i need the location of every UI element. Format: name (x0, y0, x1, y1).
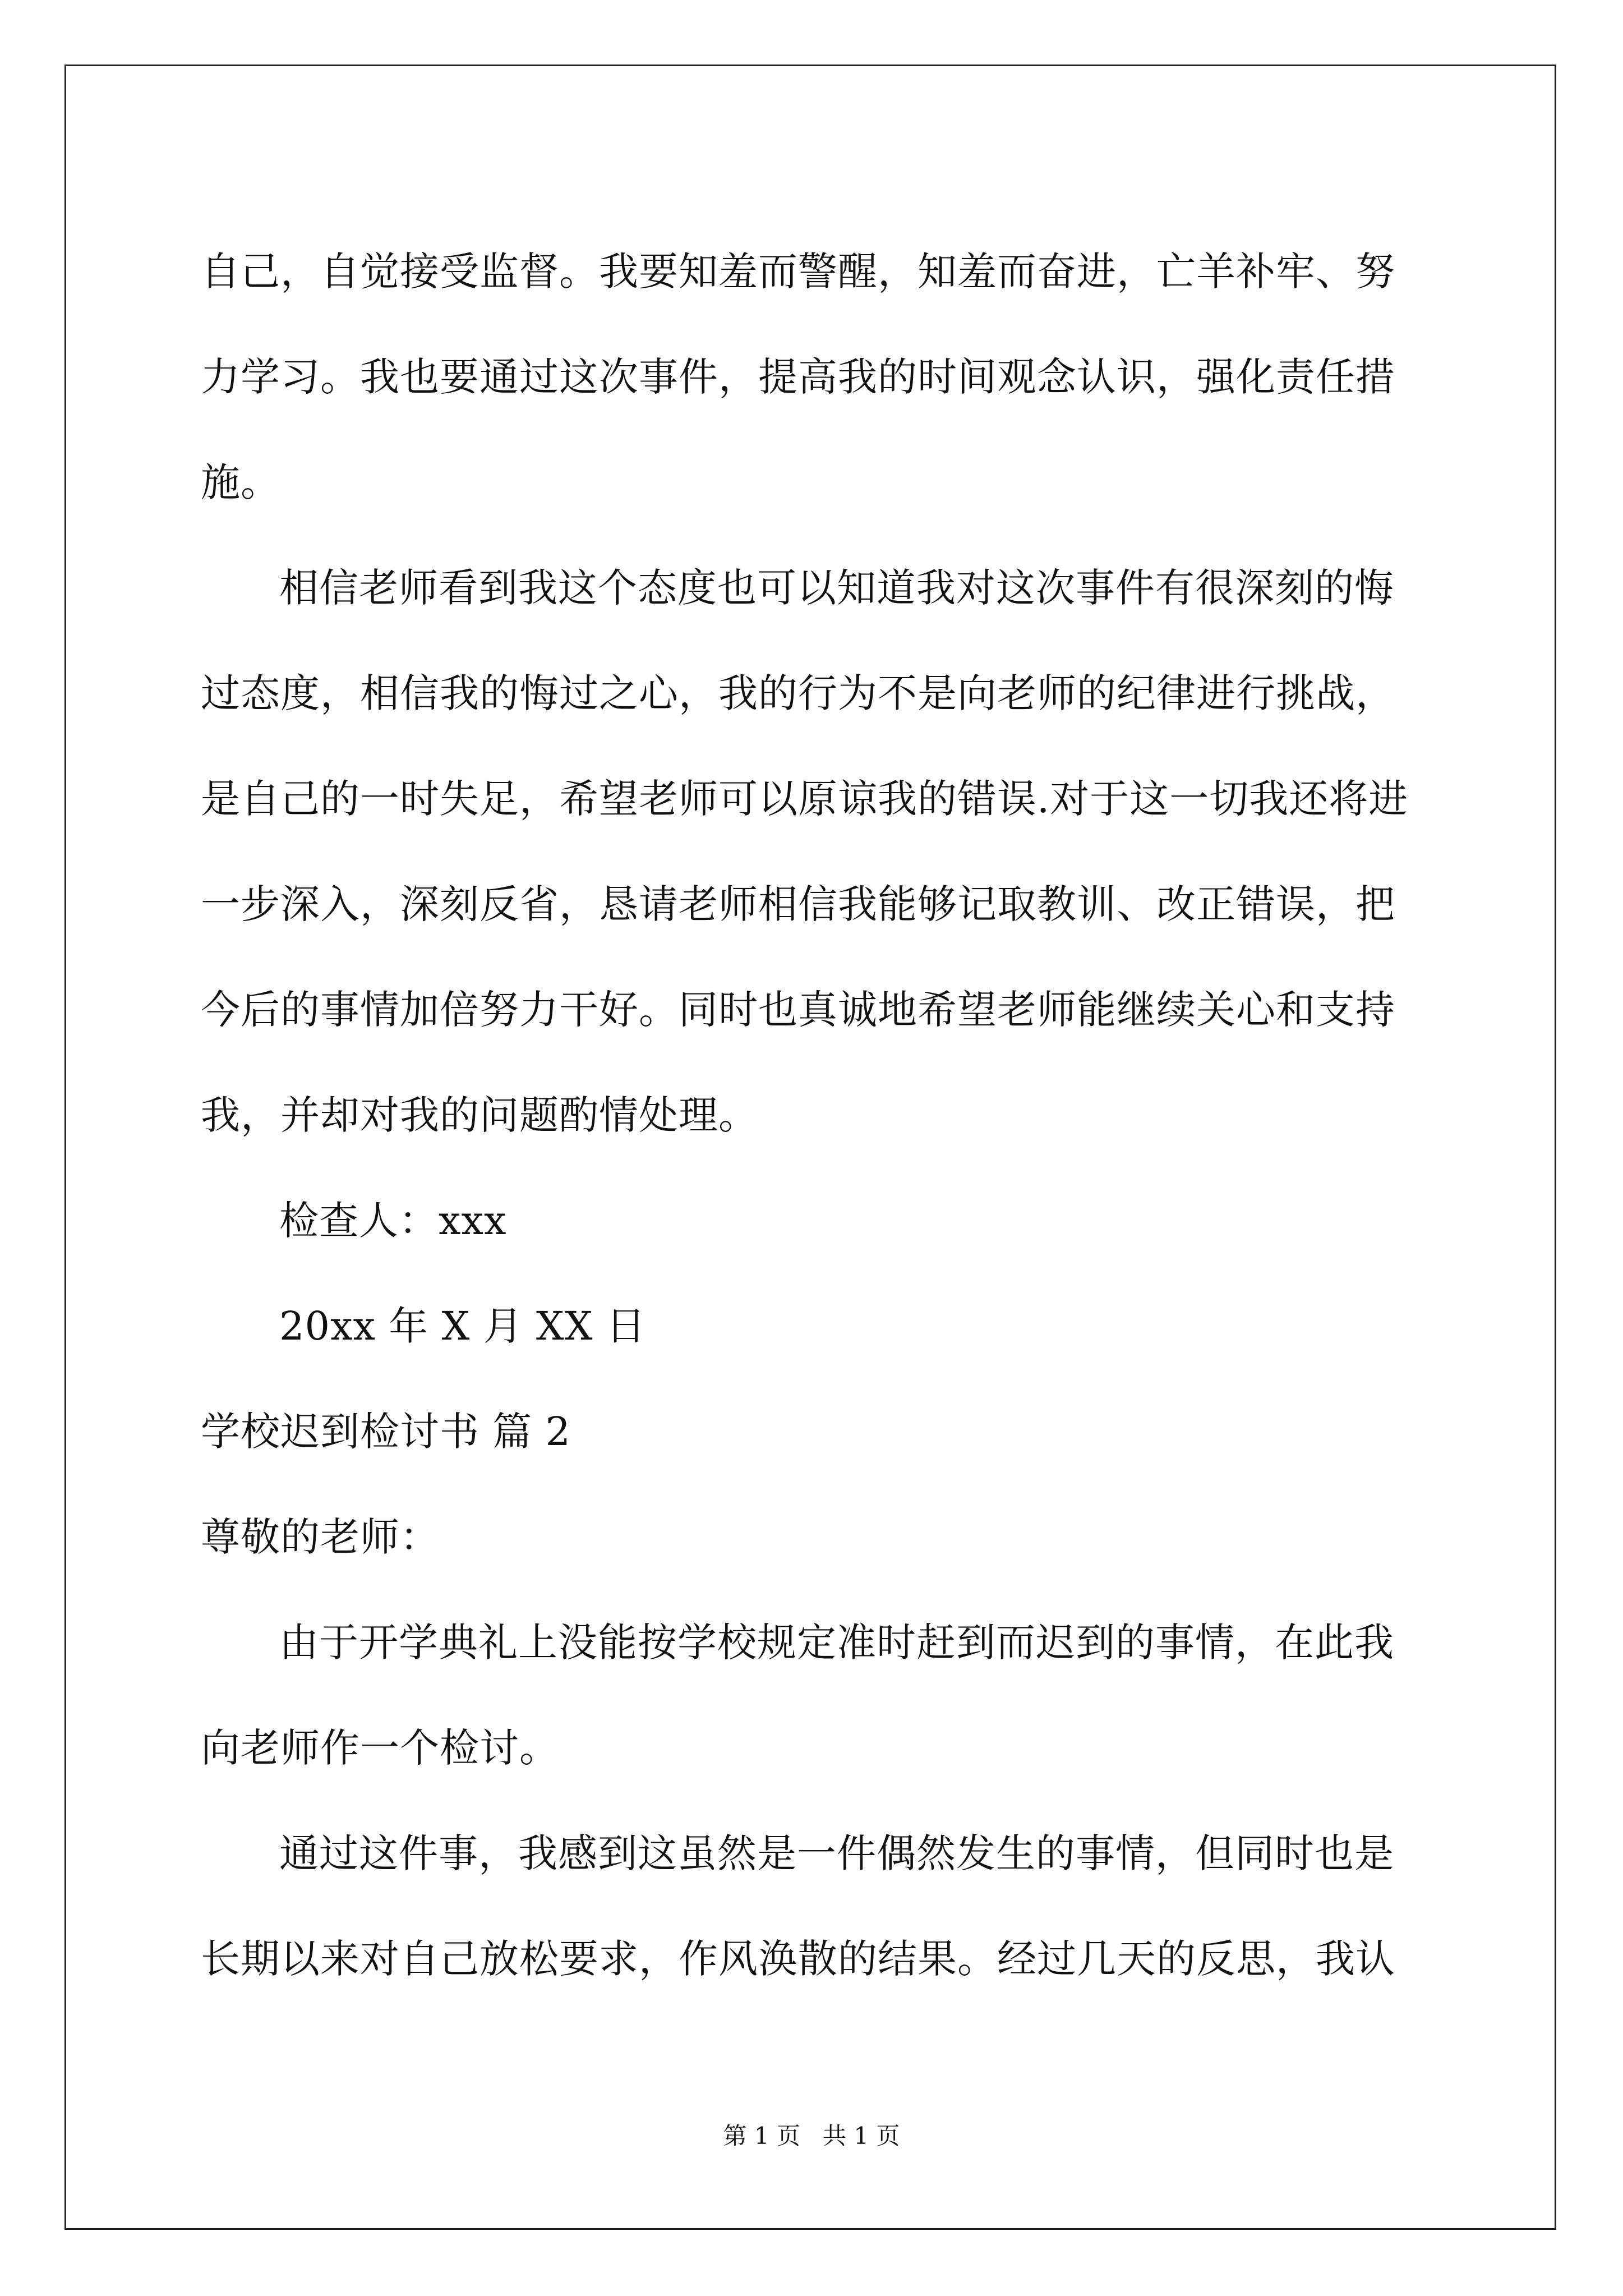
text-line: 通过这件事，我感到这虽然是一件偶然发生的事情，但同时也是 (279, 1830, 1394, 1876)
document-body (201, 219, 1435, 2012)
text-line: 长期以来对自己放松要求，作风涣散的结果。经过几天的反思，我认 (201, 1936, 1395, 1982)
text-line: 自己，自觉接受监督。我要知羞而警醒，知羞而奋进，亡羊补牢、努 (201, 249, 1395, 295)
text-line: 由于开学典礼上没能按学校规定准时赶到而迟到的事情，在此我 (279, 1619, 1394, 1665)
inspector-signature: 检查人：xxx (279, 1198, 507, 1244)
text-line: 向老师作一个检讨。 (201, 1725, 559, 1771)
text-line: 力学习。我也要通过这次事件，提高我的时间观念认识，强化责任措 (201, 354, 1395, 400)
text-line: 施。 (201, 459, 280, 505)
text-line: 我，并却对我的问题酌情处理。 (201, 1092, 758, 1138)
salutation: 尊敬的老师： (201, 1514, 440, 1560)
page-footer: 第 1 页 共 1 页 (723, 2122, 900, 2150)
text-line: 是自己的一时失足，希望老师可以原谅我的错误.对于这一切我还将进 (201, 776, 1409, 822)
text-line: 相信老师看到我这个态度也可以知道我对这次事件有很深刻的悔 (279, 565, 1394, 611)
section-heading: 学校迟到检讨书 篇 2 (201, 1409, 571, 1455)
text-line: 一步深入，深刻反省，恳请老师相信我能够记取教训、改正错误，把 (201, 881, 1395, 927)
date-line: 20xx 年 X 月 XX 日 (279, 1303, 646, 1349)
text-line: 过态度，相信我的悔过之心，我的行为不是向老师的纪律进行挑战， (201, 670, 1395, 716)
text-line: 今后的事情加倍努力干好。同时也真诚地希望老师能继续关心和支持 (201, 987, 1395, 1033)
